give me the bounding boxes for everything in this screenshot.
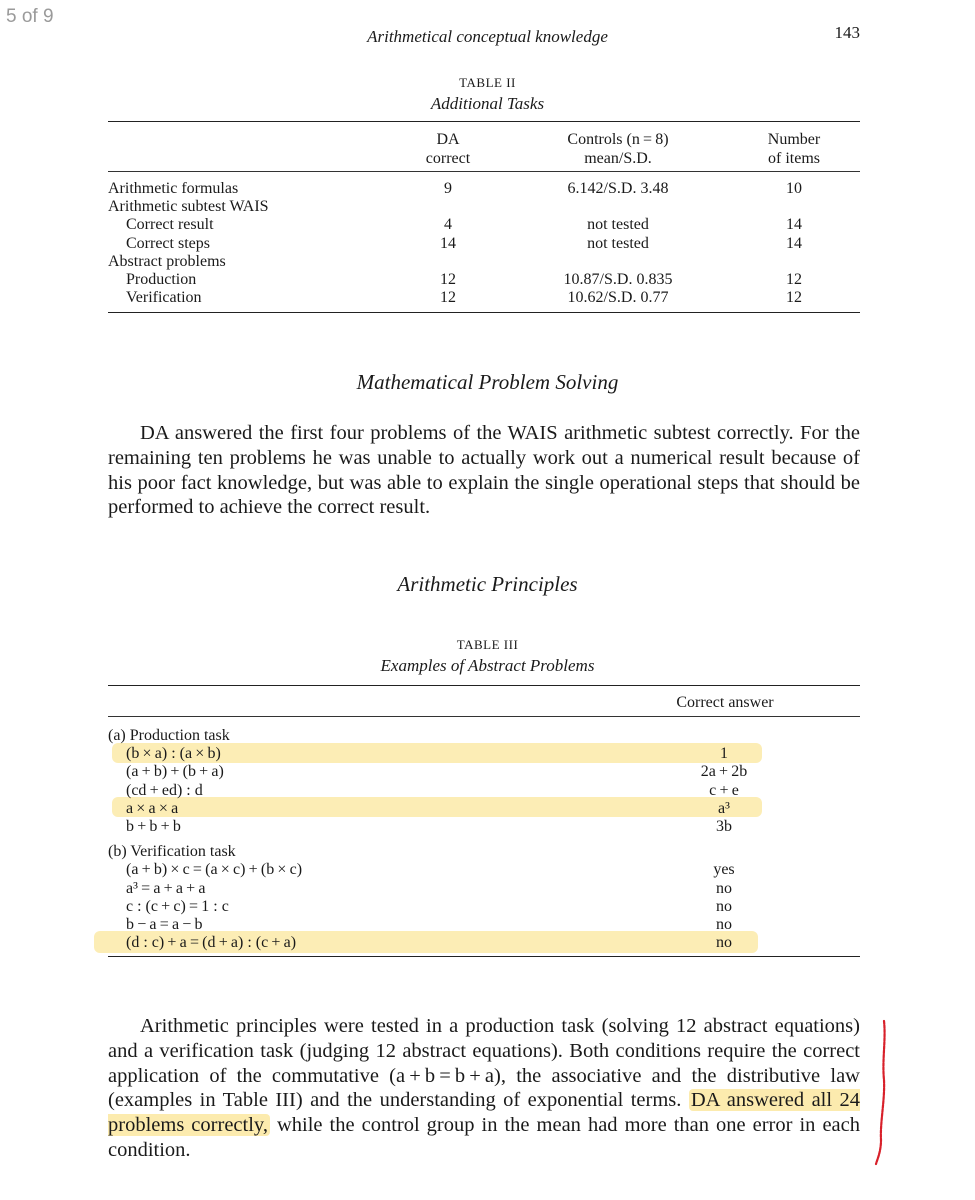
table-row [108, 880, 860, 898]
table2-header-items-line1: Number [767, 131, 821, 148]
table-row [108, 289, 860, 307]
controls-value: 10.87/S.D. 0.835 [563, 270, 673, 288]
section-heading-arithmetic-principles: Arithmetic Principles [397, 572, 578, 596]
answer: c + e [709, 781, 739, 799]
paragraph-problem-solving [108, 421, 860, 520]
controls-value: not tested [587, 234, 649, 252]
table-row [108, 235, 860, 253]
answer: 1 [720, 745, 728, 763]
answer: 3b [716, 817, 732, 835]
table3-header-rule [108, 716, 860, 717]
row-label: Verification [126, 289, 202, 307]
paragraph-text-after: while the control group in the mean had more than one error in each condition. [108, 1114, 860, 1161]
margin-annotation-line [870, 1018, 892, 1166]
table3-top-rule [108, 685, 860, 686]
table2-header-items-line2: of items [768, 150, 820, 167]
table2-bottom-rule [108, 312, 860, 313]
paragraph-text [108, 1014, 860, 1163]
table3-label: TABLE III [456, 637, 519, 652]
table-row [108, 271, 860, 289]
table2-caption [0, 75, 975, 114]
table2-top-rule [108, 121, 860, 122]
expression: (a + b) + (b + a) [126, 763, 224, 781]
row-label: Correct steps [126, 234, 210, 252]
answer: 2a + 2b [700, 763, 748, 781]
table-row [108, 818, 860, 836]
table3-subtitle: Examples of Abstract Problems [380, 656, 595, 675]
table-row [108, 861, 860, 879]
table-row [108, 800, 860, 818]
table2-header-rule [108, 171, 860, 172]
controls-value: not tested [587, 216, 649, 234]
table2-header-da-line1: DA [436, 131, 460, 148]
table2-body [108, 180, 860, 307]
table2-header-controls [538, 130, 698, 168]
table3-group-verification [108, 843, 860, 861]
table2-subtitle: Additional Tasks [430, 94, 545, 113]
controls-value: 10.62/S.D. 0.77 [567, 289, 669, 307]
items-value: 14 [786, 234, 802, 252]
table-row [108, 782, 860, 800]
group-title: (b) Verification task [108, 843, 236, 861]
table3-group-production [108, 727, 860, 745]
section-heading-problem-solving: Mathematical Problem Solving [356, 370, 619, 394]
expression: (cd + ed) : d [126, 781, 203, 799]
da-value: 12 [440, 270, 456, 288]
row-label: Arithmetic formulas [108, 180, 239, 197]
table3-bottom-rule [108, 956, 860, 957]
controls-value: 6.142/S.D. 3.48 [567, 180, 669, 197]
answer: a³ [718, 799, 730, 817]
group-spacer [108, 836, 860, 843]
paragraph-arithmetic-principles [108, 1014, 860, 1163]
expression: (b × a) : (a × b) [126, 745, 221, 763]
table2-header-da [408, 130, 488, 168]
expression: b + b + b [126, 817, 181, 835]
table-row [108, 180, 860, 198]
expression: c : (c + c) = 1 : c [126, 897, 229, 915]
da-value: 14 [440, 234, 456, 252]
table2-header-items [754, 130, 834, 168]
table-row [108, 916, 860, 934]
items-value: 12 [786, 270, 802, 288]
table-row [108, 253, 860, 271]
answer: yes [713, 861, 735, 879]
table2-header-da-line2: correct [425, 150, 471, 167]
table-row [108, 745, 860, 763]
da-value: 9 [444, 180, 452, 197]
items-value: 10 [786, 180, 802, 197]
table3-header-answer: Correct answer [676, 694, 774, 711]
table2-header-controls-line2: mean/S.D. [584, 150, 652, 167]
expression: (a + b) × c = (a × c) + (b × c) [126, 861, 303, 879]
page-number: 143 [834, 23, 860, 42]
expression: a³ = a + a + a [126, 879, 206, 897]
table3-body [108, 727, 860, 952]
da-value: 12 [440, 289, 456, 307]
answer: no [716, 915, 732, 933]
expression: b − a = a − b [126, 915, 203, 933]
group-title: (a) Production task [108, 727, 230, 744]
expression: (d : c) + a = (d + a) : (c + a) [126, 934, 297, 952]
row-label: Correct result [126, 216, 214, 234]
table-row [108, 898, 860, 916]
table3-caption [0, 637, 975, 676]
answer: no [716, 879, 732, 897]
paragraph-text: DA answered the first four problems of the WAIS arithmetic subtest correctly. For the remaining ten problems he was unable to actually work out a numerical result because of his poor fact knowledge, but was able to explain the single operational steps that should be performed to achieve the correct result. [108, 422, 860, 519]
table-row [108, 216, 860, 234]
paragraph-text-before: Arithmetic principles were tested in a production task (solving 12 abstract equations) and a verification task (judging 12 abstract equations). Both conditions require the correct application of the commutative (a + b = b + a), the associative and the distributive law (examples in Table III) and the understanding of exponential terms. [108, 1015, 860, 1112]
items-value: 12 [786, 289, 802, 307]
da-value: 4 [444, 216, 452, 234]
answer: no [716, 897, 732, 915]
page-counter[interactable]: 5 of 9 [6, 6, 54, 27]
row-label: Abstract problems [108, 252, 226, 270]
row-label: Arithmetic subtest WAIS [108, 198, 269, 216]
highlighted-text: DA answered all 24 problems correctly, [108, 1089, 860, 1137]
table-row [108, 934, 860, 952]
row-label: Production [126, 270, 197, 288]
items-value: 14 [786, 216, 802, 234]
running-head: Arithmetical conceptual knowledge [367, 27, 608, 46]
expression: a × a × a [126, 799, 179, 817]
table-row [108, 198, 860, 216]
table2-header-controls-line1: Controls (n = 8) [567, 131, 669, 148]
table2-label: TABLE II [459, 75, 516, 90]
answer: no [716, 934, 732, 952]
table-row [108, 763, 860, 781]
